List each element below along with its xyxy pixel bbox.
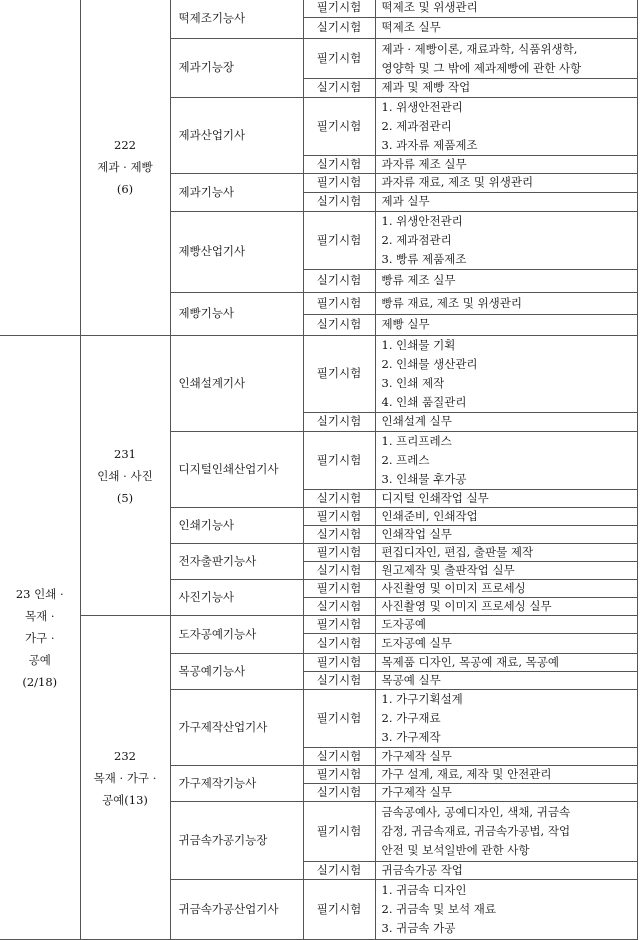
exam-type: 실기시험: [303, 634, 375, 654]
exam-subjects: [375, 690, 638, 748]
exam-type: 필기시험: [303, 508, 375, 526]
exam-subjects: [375, 212, 638, 270]
qualification-name: 인쇄설계기사: [170, 336, 303, 432]
qualification-name: 가구제작기능사: [170, 766, 303, 802]
exam-type: 필기시험: [303, 544, 375, 562]
major-field-cell: [0, 0, 80, 336]
exam-type: 필기시험: [303, 880, 375, 940]
qualification-name: 전자출판기능사: [170, 544, 303, 580]
major-field-cell: [0, 336, 80, 940]
subject-line: 1. 위생안전관리: [381, 214, 463, 228]
subject-line: 3. 가구제작: [381, 730, 441, 744]
exam-subjects: [375, 562, 638, 580]
exam-type: 실기시험: [303, 862, 375, 880]
subject-line: 감정, 귀금속재료, 귀금속가공법, 작업: [381, 824, 571, 838]
subject-line: 제과 · 제빵이론, 재료과학, 식품위생학,: [381, 41, 578, 56]
subject-line: 2. 귀금속 및 보석 재료: [381, 902, 496, 916]
sub-field-name: 목재 · 가구 ·: [93, 770, 157, 785]
subject-line: 디지털 인쇄작업 실무: [381, 490, 489, 505]
sub-field-name: 인쇄 · 사진: [97, 468, 153, 483]
subject-line: 1. 프리프레스: [381, 434, 452, 448]
exam-type: 실기시험: [303, 490, 375, 508]
exam-subjects: [375, 672, 638, 690]
exam-subjects: [375, 508, 638, 526]
qualification-name: 도자공예기능사: [170, 616, 303, 654]
exam-subjects: [375, 98, 638, 156]
qualification-name: 제과기능사: [170, 174, 303, 212]
qualification-name: 귀금속가공산업기사: [170, 880, 303, 940]
sub-field-count: (6): [116, 182, 134, 196]
subject-line: 목공예 실무: [381, 672, 441, 687]
exam-type: 실기시험: [303, 672, 375, 690]
subject-line: 인쇄작업 실무: [381, 526, 452, 541]
subject-line: 제과 실무: [381, 194, 430, 209]
exam-type: 실기시험: [303, 562, 375, 580]
sub-field-name: 제과 · 제빵: [97, 160, 153, 174]
exam-type: 실기시험: [303, 413, 375, 432]
subject-line: 2. 제과점관리: [381, 233, 452, 247]
subject-line: 도자공예 실무: [381, 635, 452, 650]
exam-type: 필기시험: [303, 212, 375, 270]
exam-subjects: [375, 413, 638, 432]
subject-line: 1. 귀금속 디자인: [381, 883, 467, 897]
subject-line: 제과 및 제빵 작업: [381, 80, 471, 95]
qualification-name: 목공예기능사: [170, 654, 303, 690]
exam-subjects: [375, 432, 638, 490]
subject-line: 가구제작 실무: [381, 748, 452, 763]
exam-subjects: [375, 802, 638, 862]
exam-type: 실기시험: [303, 315, 375, 336]
subject-line: 귀금속가공 작업: [381, 862, 463, 877]
exam-type: 필기시험: [303, 98, 375, 156]
subject-line: 영양학 및 그 밖에 제과제빵에 관한 사항: [381, 60, 582, 75]
subject-line: 목제품 디자인, 목공예 재료, 목공예: [381, 654, 559, 669]
subject-line: 과자류 재료, 제조 및 위생관리: [381, 175, 534, 190]
exam-subjects: [375, 784, 638, 802]
subject-line: 떡제조 및 위생관리: [381, 0, 478, 15]
exam-subjects: [375, 544, 638, 562]
exam-type: 필기시험: [303, 654, 375, 672]
exam-type: 실기시험: [303, 270, 375, 293]
exam-subjects: [375, 580, 638, 598]
subject-line: 원고제작 및 출판작업 실무: [381, 562, 515, 577]
sub-field-code: 231: [114, 446, 136, 461]
subject-line: 4. 인쇄 품질관리: [381, 395, 467, 409]
exam-type: 실기시험: [303, 784, 375, 802]
qualification-name: 떡제조기능사: [170, 0, 303, 39]
sub-field-code: 222: [114, 138, 136, 152]
exam-subjects: [375, 634, 638, 654]
subject-line: 과자류 제조 실무: [381, 156, 467, 171]
exam-subjects: [375, 862, 638, 880]
exam-subjects: [375, 18, 638, 39]
exam-subjects: [375, 293, 638, 315]
exam-subjects: [375, 490, 638, 508]
exam-type: 실기시험: [303, 748, 375, 766]
subject-line: 사진촬영 및 이미지 프로세싱 실무: [381, 598, 552, 613]
subject-line: 도자공예: [381, 616, 426, 631]
exam-type: 필기시험: [303, 766, 375, 784]
subject-line: 제빵 실무: [381, 317, 430, 332]
exam-subjects: [375, 156, 638, 174]
exam-type: 필기시험: [303, 802, 375, 862]
exam-type: 필기시험: [303, 616, 375, 634]
subject-line: 3. 귀금속 가공: [381, 921, 456, 935]
qualification-name: 인쇄기능사: [170, 508, 303, 544]
sub-field-count: 공예(13): [102, 792, 148, 807]
sub-field-count: (5): [116, 490, 134, 505]
subject-line: 가구제작 실무: [381, 784, 452, 799]
subject-line: 1. 가구기획설계: [381, 692, 463, 706]
qualification-name: 제과기능장: [170, 39, 303, 98]
exam-subjects: [375, 193, 638, 212]
subject-line: 인쇄준비, 인쇄작업: [381, 508, 478, 523]
exam-type: 필기시험: [303, 174, 375, 193]
exam-subjects: [375, 654, 638, 672]
subject-line: 1. 인쇄물 기획: [381, 338, 456, 352]
subject-line: 3. 과자류 제품제조: [381, 138, 478, 152]
exam-type: 필기시험: [303, 336, 375, 413]
subject-line: 편집디자인, 편집, 출판물 제작: [381, 544, 534, 559]
subject-line: 빵류 재료, 제조 및 위생관리: [381, 295, 522, 310]
subject-line: 3. 빵류 제품제조: [381, 252, 467, 266]
exam-subjects: [375, 748, 638, 766]
exam-type: 필기시험: [303, 39, 375, 79]
major-field-label: 가구 ·: [24, 630, 55, 645]
qualification-name: 제과산업기사: [170, 98, 303, 174]
exam-subjects: [375, 616, 638, 634]
subject-line: 3. 인쇄물 후가공: [381, 472, 467, 486]
sub-field-cell: [80, 616, 170, 940]
qualification-name: 사진기능사: [170, 580, 303, 616]
exam-type: 실기시험: [303, 193, 375, 212]
sub-field-cell: [80, 336, 170, 616]
subject-line: 사진촬영 및 이미지 프로세싱: [381, 580, 526, 595]
subject-line: 떡제조 실무: [381, 20, 441, 35]
subject-line: 빵류 제조 실무: [381, 273, 456, 288]
table-row: [0, 336, 638, 413]
exam-subjects: [375, 336, 638, 413]
exam-type: 필기시험: [303, 293, 375, 315]
exam-type: 실기시험: [303, 79, 375, 98]
exam-subjects: [375, 526, 638, 544]
subject-line: 가구 설계, 재료, 제작 및 안전관리: [381, 766, 552, 781]
exam-subjects: [375, 174, 638, 193]
table-row: [0, 616, 638, 634]
major-field-label: 공예: [28, 652, 51, 667]
qualification-name: 가구제작산업기사: [170, 690, 303, 766]
major-field-label: 23 인쇄 ·: [15, 586, 64, 601]
qualification-name: 디지털인쇄산업기사: [170, 432, 303, 508]
sub-field-cell: [80, 0, 170, 336]
exam-subjects: [375, 598, 638, 616]
exam-type: 실기시험: [303, 18, 375, 39]
exam-subjects: [375, 270, 638, 293]
subject-line: 금속공예사, 공예디자인, 색채, 귀금속: [381, 805, 571, 819]
exam-type: 필기시험: [303, 580, 375, 598]
sub-field-code: 232: [114, 748, 136, 763]
exam-type: 필기시험: [303, 690, 375, 748]
qualification-name: 제빵산업기사: [170, 212, 303, 293]
subject-line: 인쇄설계 실무: [381, 414, 452, 429]
major-field-label: 목재 ·: [24, 608, 55, 623]
subject-line: 2. 프레스: [381, 453, 430, 467]
subject-line: 3. 인쇄 제작: [381, 376, 445, 390]
table-row: [0, 0, 638, 18]
exam-subjects: [375, 0, 638, 18]
subject-line: 안전 및 보석일반에 관한 사항: [381, 843, 530, 857]
exam-type: 실기시험: [303, 156, 375, 174]
exam-subjects: [375, 880, 638, 940]
qualification-name: 제빵기능사: [170, 293, 303, 336]
exam-subjects: [375, 79, 638, 98]
exam-subjects: [375, 766, 638, 784]
qualification-name: 귀금속가공기능장: [170, 802, 303, 880]
exam-type: 실기시험: [303, 526, 375, 544]
exam-type: 필기시험: [303, 0, 375, 18]
subject-line: 2. 가구재료: [381, 711, 441, 725]
exam-type: 실기시험: [303, 598, 375, 616]
exam-subjects: [375, 39, 638, 79]
exam-subjects: [375, 315, 638, 336]
subject-line: 2. 인쇄물 생산관리: [381, 357, 478, 371]
major-field-label: (2/18): [22, 674, 58, 689]
subject-line: 1. 위생안전관리: [381, 100, 463, 114]
exam-type: 필기시험: [303, 432, 375, 490]
subject-line: 2. 제과점관리: [381, 119, 452, 133]
